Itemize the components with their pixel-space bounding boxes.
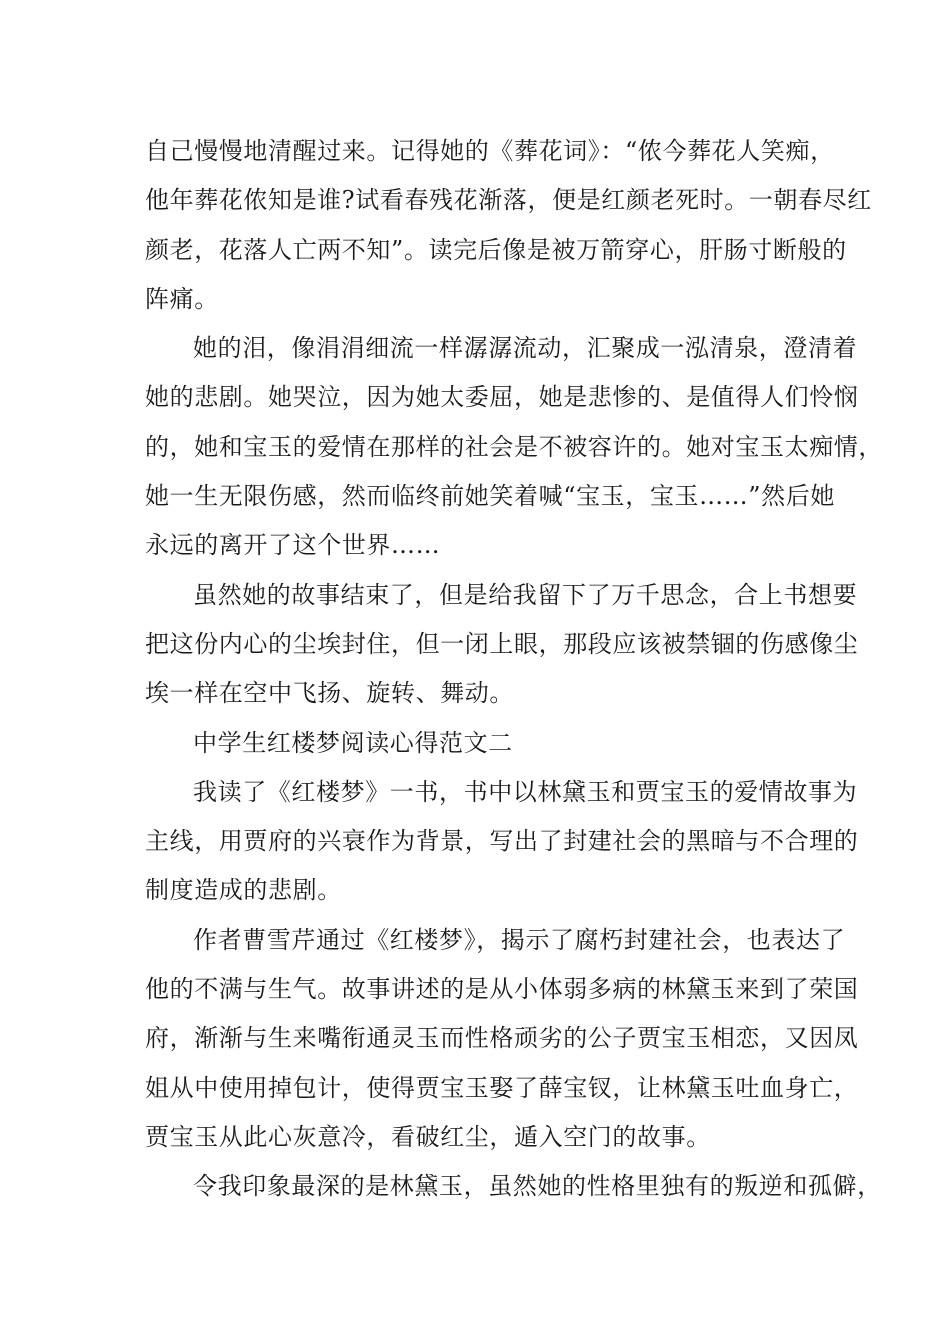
- text-line: 她的泪，像涓涓细流一样潺潺流动，汇聚成一泓清泉，澄清着: [193, 334, 858, 363]
- text-line: 我读了《红楼梦》一书，书中以林黛玉和贾宝玉的爱情故事为: [193, 777, 858, 806]
- paragraph-impression: [145, 1162, 882, 1211]
- text-line: 永远的离开了这个世界……: [145, 531, 441, 560]
- text-line: 把这份内心的尘埃封住，但一闭上眼，那段应该被禁锢的伤感像尘: [145, 629, 859, 658]
- text-line: 贾宝玉从此心灰意冷，看破红尘，遁入空门的故事。: [145, 1122, 711, 1151]
- text-line: 他年葬花侬知是谁?试看春残花渐落，便是红颜老死时。一朝春尽红: [145, 186, 872, 215]
- text-line: 府，渐渐与生来嘴衔通灵玉而性格顽劣的公子贾宝玉相恋，又因凤: [145, 1024, 859, 1053]
- document-body: [145, 127, 883, 1212]
- text-line: 她的悲剧。她哭泣，因为她太委屈，她是悲惨的、是值得人们怜悯: [145, 383, 859, 412]
- text-line: 作者曹雪芹通过《红楼梦》，揭示了腐朽封建社会，也表达了: [193, 925, 846, 954]
- paragraph-intro: [145, 768, 859, 916]
- text-line: 的，她和宝玉的爱情在那样的社会是不被容许的。她对宝玉太痴情，: [145, 432, 883, 461]
- text-line: 自己慢慢地清醒过来。记得她的《葬花词》：“侬今葬花人笑痴，: [145, 137, 835, 165]
- heading-line: 中学生红楼梦阅读心得范文二: [193, 728, 513, 757]
- paragraph-ending: [145, 571, 859, 719]
- text-line: 阵痛。: [145, 284, 219, 313]
- text-line: 颜老，花落人亡两不知”。读完后像是被万箭穿心，肝肠寸断般的: [145, 235, 847, 264]
- text-line: 令我印象最深的是林黛玉，虽然她的性格里独有的叛逆和孤僻，: [193, 1172, 882, 1201]
- text-line: 主线，用贾府的兴衰作为背景，写出了封建社会的黑暗与不合理的: [145, 827, 859, 856]
- text-line: 制度造成的悲剧。: [145, 876, 342, 905]
- text-line: 他的不满与生气。故事讲述的是从小体弱多病的林黛玉来到了荣国: [145, 975, 859, 1004]
- text-line: 埃一样在空中飞扬、旋转、舞动。: [145, 679, 514, 708]
- text-line: 姐从中使用掉包计，使得贾宝玉娶了薛宝钗，让林黛玉吐血身亡，: [145, 1073, 859, 1102]
- text-line: 她一生无限伤感，然而临终前她笑着喊“宝玉，宝玉……”然后她: [145, 482, 835, 511]
- paragraph-continuation: [145, 127, 872, 324]
- section-heading: [145, 719, 825, 768]
- text-line: 虽然她的故事结束了，但是给我留下了万千思念，合上书想要: [193, 580, 858, 609]
- paragraph-tears: [145, 324, 883, 570]
- paragraph-author: [145, 916, 859, 1162]
